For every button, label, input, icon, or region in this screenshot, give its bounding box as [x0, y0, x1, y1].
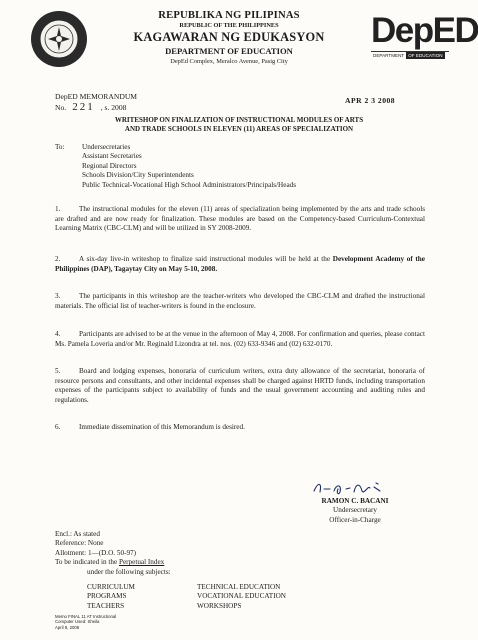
memo-date-stamp: APR 2 3 2008 — [345, 96, 396, 105]
letterhead-address: DepEd Complex, Meralco Avenue, Pasig City — [170, 58, 288, 65]
letterhead-kagawaran: KAGAWARAN NG EDUKASYON — [133, 30, 325, 44]
recipient-item: Schools Division/City Superintendents — [82, 171, 194, 180]
memo-series: , s. 2008 — [100, 103, 127, 112]
paragraph-number: 4. — [55, 330, 61, 338]
paragraph-text: A six-day live-in writeshop to finalize said instructional modules will be held at the — [79, 255, 333, 263]
memo-title — [55, 116, 423, 134]
paragraph-1 — [55, 205, 425, 234]
subject-item: TECHNICAL EDUCATION — [197, 583, 281, 591]
footer-date: April 8, 2008 — [55, 624, 80, 630]
recipient-item: Regional Directors — [82, 161, 137, 170]
reference-line: Reference: None — [55, 539, 104, 548]
letterhead-republic: REPUBLIC OF THE PHILIPPINES — [179, 22, 279, 29]
letterhead — [88, 10, 370, 65]
file-footer — [55, 614, 116, 630]
paragraph-2 — [55, 255, 425, 274]
subject-item: TEACHERS — [87, 601, 125, 610]
subjects-column-2 — [197, 583, 286, 611]
signature-scrawl-icon — [310, 479, 388, 497]
paragraph-6 — [55, 423, 425, 433]
recipient-item: Public Technical-Vocational High School Administrators/Principals/Heads — [82, 180, 297, 189]
perpetual-index-label: Perpetual Index — [118, 558, 165, 567]
paragraph-text: Participants are advised to be at the venue in the afternoon of May 4, 2008. For confirmation and queries, please contact Ms. Pamela Loveria and/or Mr. Reginald Lizondra at tel. nos. (02) 633-9346 and (02) 632-0170. — [55, 330, 425, 348]
signatory-block — [295, 497, 415, 525]
deped-band-right: OF EDUCATION — [408, 53, 443, 58]
footer-computer: Computer Used: Sheila — [55, 619, 100, 625]
deped-logo — [371, 11, 478, 59]
signatory-name: RAMON C. BACANI — [321, 497, 389, 505]
recipient-item: Assistant Secretaries — [82, 152, 142, 161]
paragraph-text: Board and lodging expenses, honoraria of curriculum writers, extra duty allowance of the secretariat, honoraria of resource persons and consultants, and other incidental expenses shall be charged against HRTD funds, including transportation expenses of the participants subject to availability of funds and the usual government accounting and auditing rules and regulations. — [55, 367, 425, 404]
deped-seal-icon — [30, 10, 88, 68]
enclosure-block — [55, 530, 171, 577]
subject-item: VOCATIONAL EDUCATION — [197, 592, 286, 601]
paragraph-number: 3. — [55, 292, 61, 300]
letterhead-republika: REPUBLIKA NG PILIPINAS — [158, 10, 300, 21]
recipient-item: Undersecretaries — [82, 143, 131, 151]
subjects-column-1 — [87, 583, 197, 611]
subjects-table — [87, 583, 286, 611]
paragraph-text: Immediate dissemination of this Memorandum is desired. — [79, 423, 245, 431]
subject-item: WORKSHOPS — [197, 601, 242, 610]
paragraph-text: The participants in this writeshop are the teacher-writers who developed the CBC-CLM and drafted the instructional materials. The official list of teacher-writers is found in the enclosure. — [55, 292, 425, 310]
allotment-line: Allotment: 1—(D.O. 50-97) — [55, 548, 137, 557]
index-line — [55, 558, 171, 567]
footer-file-name: Memo FINAL 11 AT Instructional — [55, 614, 117, 619]
deped-logo-band — [371, 51, 449, 59]
memo-no-label: No. — [55, 103, 67, 112]
memo-title-line1: WRITESHOP ON FINALIZATION OF INSTRUCTIONAL MODULES OF ARTS — [114, 116, 364, 124]
paragraph-text: The instructional modules for the eleven (11) areas of specialization being implemented by the arts and trade schools are drafted and are now ready for finalization. These modules are based on the Competency-based Curriculum-Contextual Learning Matrix (CBC-CLM) and will be utilized in SY 2008-2009. — [55, 205, 425, 233]
paragraph-5 — [55, 367, 425, 405]
signatory-position-oic: Officer-in-Charge — [329, 515, 381, 524]
paragraph-4 — [55, 330, 425, 349]
paragraph-3 — [55, 292, 425, 311]
paragraph-number: 2. — [55, 255, 61, 263]
deped-logo-text: DepED — [371, 11, 478, 50]
paragraph-number: 1. — [55, 205, 61, 213]
memo-number-row — [55, 101, 126, 113]
memo-title-line2: AND TRADE SCHOOLS IN ELEVEN (11) AREAS OF SPECIALIZATION — [124, 125, 354, 133]
memo-number: 221 — [72, 101, 95, 113]
letterhead-department: DEPARTMENT OF EDUCATION — [165, 46, 293, 56]
enclosure-line: Encl.: As stated — [55, 530, 100, 538]
recipients-block — [55, 143, 296, 190]
paragraph-number: 5. — [55, 367, 61, 375]
signatory-position: Undersecretary — [333, 506, 377, 515]
subject-item: PROGRAMS — [87, 592, 127, 601]
paragraph-number: 6. — [55, 423, 61, 431]
index-prefix: To be indicated in the — [55, 558, 119, 567]
deped-band-left: DEPARTMENT — [373, 53, 405, 58]
recipients-list — [82, 143, 296, 190]
to-label: To: — [55, 143, 65, 151]
memo-label: DepED MEMORANDUM — [55, 92, 138, 101]
subject-item: CURRICULUM — [87, 583, 135, 591]
subjects-intro: under the following subjects: — [87, 567, 171, 576]
paragraph-venue-bold: Development Academy of the Philippines (DAP), Tagaytay City on May 5-10, 2008. — [55, 255, 425, 273]
